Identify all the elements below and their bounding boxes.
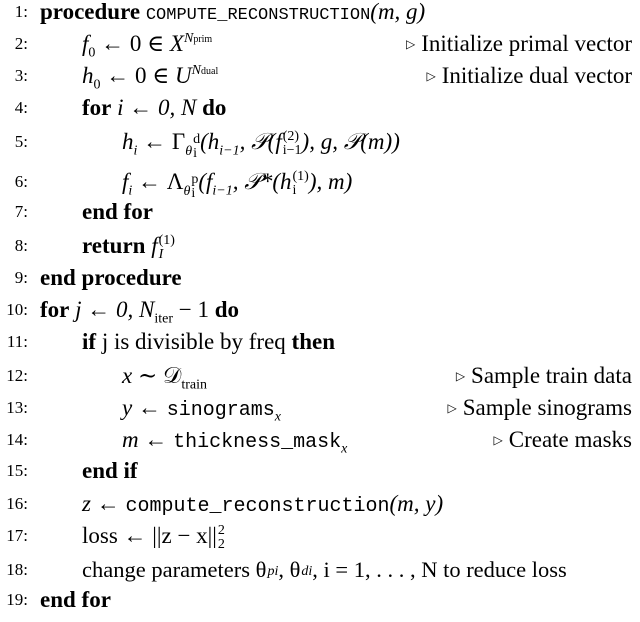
comment-text: Sample train data (471, 363, 632, 388)
subscript: i−1 (212, 183, 233, 199)
line-number: 14: (6, 430, 28, 449)
line-number: 4: (14, 98, 28, 117)
loop-range: − 1 (173, 297, 215, 322)
subscript: i (193, 145, 197, 161)
comment-text: Create masks (508, 427, 632, 452)
comment-marker-icon: ▷ (455, 369, 466, 383)
subscript: i (133, 143, 138, 159)
algo-line-10 (0, 294, 640, 326)
superscript: p (191, 171, 199, 187)
subscript: x (274, 409, 281, 425)
keyword-procedure: procedure (40, 0, 141, 24)
subscript: 0 (93, 77, 101, 93)
subscript: i (191, 185, 196, 201)
return-value: f (145, 233, 158, 258)
algo-line-8 (0, 230, 640, 262)
line-number: 10: (6, 300, 28, 319)
superscript: (1) (292, 168, 309, 184)
comment (426, 60, 632, 95)
operator: ← (90, 491, 126, 516)
algo-line-18 (0, 554, 640, 586)
var: h (122, 129, 134, 154)
line-number: 15: (6, 461, 28, 480)
keyword-do: do (214, 297, 240, 322)
keyword-for: for (40, 297, 70, 322)
arg: , 𝒫*(h (232, 169, 292, 194)
superscript: (2) (282, 128, 300, 144)
theta: θ (183, 183, 191, 199)
superscript-sub: prim (193, 34, 213, 46)
subscript: i−1 (282, 142, 302, 158)
subscript: i (274, 563, 279, 579)
operator: ← (138, 427, 174, 452)
algo-line-11 (0, 326, 640, 358)
var: f (82, 31, 89, 56)
assign: ← 0 ∈ (101, 31, 170, 56)
function-name: compute_reconstruction (125, 495, 390, 518)
algo-line-16 (0, 488, 640, 520)
arg: ), g, 𝒫(m)) (301, 129, 400, 154)
comment-marker-icon: ▷ (447, 401, 457, 415)
comment (494, 424, 633, 459)
loop-range: i ← 0, N (111, 95, 203, 120)
subscript: i (292, 182, 297, 198)
subscript: iter (154, 311, 174, 327)
keyword-if: if (82, 329, 97, 354)
update-text: , i = 1, . . . , N to reduce loss (312, 557, 567, 582)
args: (m, y) (389, 491, 444, 516)
line-number: 9: (14, 268, 28, 287)
keyword-for: for (82, 95, 112, 120)
algo-line-13 (0, 392, 640, 424)
keyword-do: do (202, 95, 227, 120)
operator: ← Λ (132, 169, 184, 194)
arg: (f (198, 169, 213, 194)
superscript: p (267, 563, 275, 579)
superscript-sub: dual (201, 66, 219, 78)
algo-line-17 (0, 520, 640, 552)
var: z (82, 491, 91, 516)
function-name: thickness_mask (173, 431, 342, 454)
subscript: train (181, 377, 208, 393)
condition: j is divisible by freq (96, 329, 292, 354)
line-number: 12: (6, 366, 28, 385)
keyword-end-for: end for (82, 199, 153, 224)
subscript: x (341, 441, 348, 457)
line-number: 8: (14, 236, 28, 255)
var: x (122, 363, 133, 388)
comment (406, 28, 632, 63)
subscript: i (128, 183, 133, 199)
comment (456, 360, 632, 395)
arg: (h (200, 129, 220, 154)
loss-expression: loss ← ||z − x|| (82, 523, 217, 548)
algo-line-3 (0, 60, 640, 92)
update-text: change parameters θ (82, 557, 267, 582)
space: U (175, 63, 192, 88)
line-number: 6: (14, 172, 28, 191)
comment-marker-icon: ▷ (406, 37, 416, 51)
superscript: d (193, 131, 201, 147)
arg: ), m) (308, 169, 353, 194)
theta: θ (185, 143, 193, 159)
keyword-end-procedure: end procedure (40, 265, 182, 290)
subscript: i−1 (219, 143, 240, 159)
comment (447, 392, 632, 427)
subscript: i (308, 563, 313, 579)
space: X (169, 31, 184, 56)
superscript: d (301, 563, 309, 579)
line-number: 3: (14, 66, 28, 85)
superscript: (1) (158, 232, 175, 248)
operator: ← (132, 395, 167, 420)
algo-line-7 (0, 196, 640, 228)
superscript: N (191, 63, 201, 79)
line-number: 16: (6, 494, 28, 513)
keyword-end-for: end for (40, 587, 111, 612)
algo-line-9 (0, 262, 640, 294)
subscript: I (158, 246, 164, 262)
var: y (122, 395, 133, 420)
algo-line-6 (0, 166, 640, 201)
var: f (122, 169, 129, 194)
line-number: 17: (6, 526, 28, 545)
comment-marker-icon: ▷ (426, 69, 436, 83)
keyword-return: return (82, 233, 146, 258)
keyword-then: then (291, 329, 335, 354)
algo-line-12 (0, 360, 640, 392)
keyword-end-if: end if (82, 458, 138, 483)
superscript: 2 (217, 522, 225, 538)
var: m (122, 427, 139, 452)
subscript: 2 (217, 536, 225, 552)
arg: , 𝒫(f (239, 129, 282, 154)
loop-range: j ← 0, N (69, 297, 155, 322)
update-text: , θ (278, 557, 301, 582)
operator: ∼ 𝒟 (132, 363, 182, 388)
algo-line-4 (0, 92, 640, 124)
line-number: 11: (6, 332, 28, 351)
operator: ← Γ (137, 129, 186, 154)
function-name: sinograms (166, 399, 275, 422)
assign: ← 0 ∈ (106, 63, 176, 88)
procedure-args: (m, g) (370, 0, 426, 24)
line-number: 13: (6, 398, 28, 417)
algo-line-2 (0, 28, 640, 60)
line-number: 2: (14, 34, 28, 53)
comment-text: Initialize primal vector (421, 31, 632, 56)
algo-line-15 (0, 455, 640, 487)
algo-line-5 (0, 126, 640, 161)
line-number: 5: (14, 132, 28, 151)
var: h (82, 63, 94, 88)
procedure-name: COMPUTE_RECONSTRUCTION (145, 6, 371, 25)
comment-text: Sample sinograms (462, 395, 632, 420)
subscript: 0 (88, 45, 96, 61)
comment-marker-icon: ▷ (493, 433, 503, 447)
algo-line-19 (0, 584, 640, 616)
line-number: 7: (14, 202, 28, 221)
algo-line-14 (0, 424, 640, 456)
superscript: N (183, 31, 194, 47)
algo-line-1 (0, 0, 640, 28)
line-number: 1: (14, 2, 28, 21)
line-number: 18: (6, 560, 28, 579)
comment-text: Initialize dual vector (441, 63, 632, 88)
line-number: 19: (6, 590, 28, 609)
